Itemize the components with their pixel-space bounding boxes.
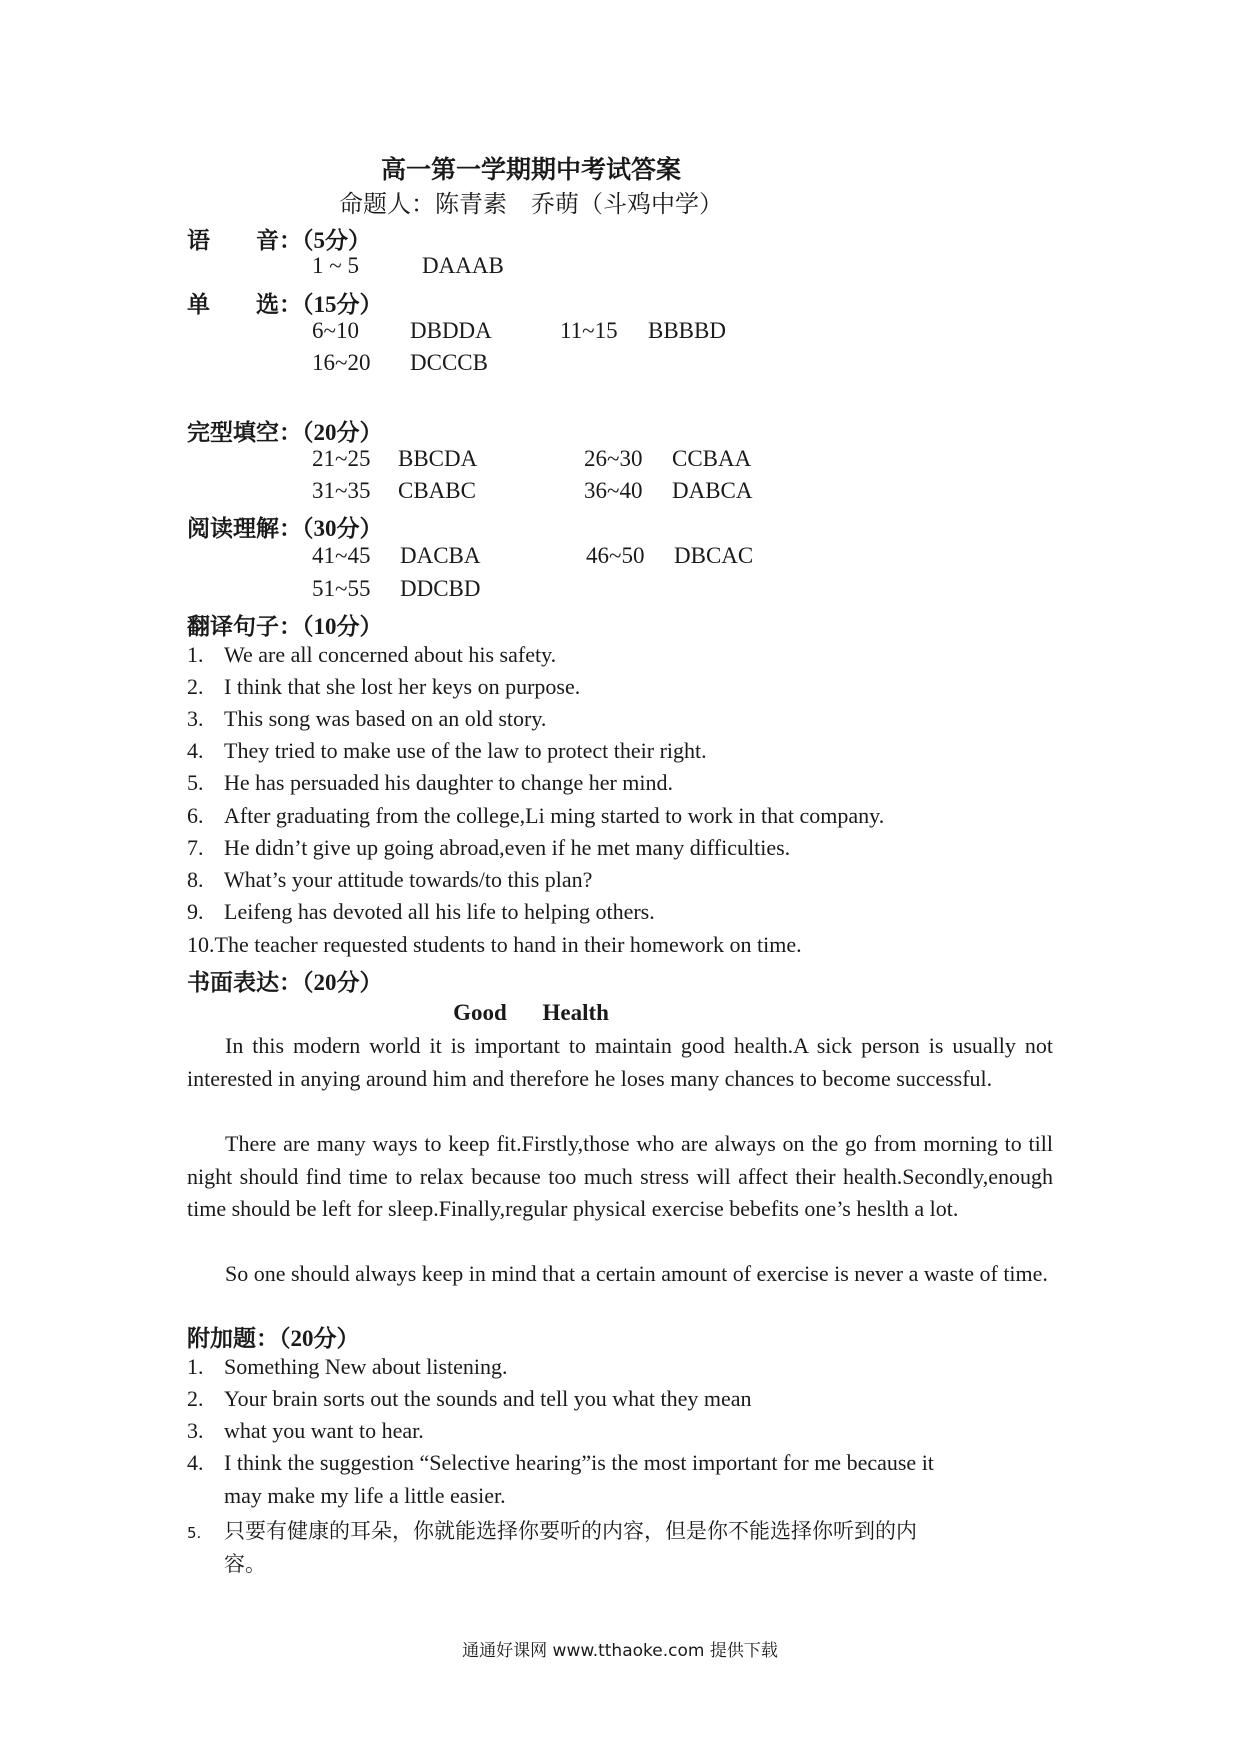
- item-text: Your brain sorts out the sounds and tell you what they mean: [224, 1386, 752, 1411]
- footer-source: 通通好课网 www.tthaoke.com 提供下载: [462, 1641, 778, 1661]
- answer-key: BBCDA: [398, 446, 478, 471]
- section-label: 阅读理解：: [187, 516, 302, 541]
- section-points: （5分）: [302, 228, 371, 253]
- item-text: Something New about listening.: [224, 1354, 508, 1379]
- answer-range: 11~15: [560, 318, 618, 343]
- answer-key: DABCA: [672, 478, 753, 503]
- essay-paragraph: So one should always keep in mind that a certain amount of exercise is never a waste of time.: [225, 1261, 1048, 1286]
- section-points: （30分）: [302, 516, 383, 541]
- answer-range: 6~10: [312, 318, 359, 343]
- section-reading-label: [187, 510, 383, 543]
- section-bonus-label: 附加题：（20分）: [187, 1326, 360, 1351]
- item-text: I think that she lost her keys on purpose.: [224, 674, 581, 699]
- item-number: 7.: [187, 835, 204, 860]
- item-text: 只要有健康的耳朵，你就能选择你要听的内容，但是你不能选择你听到的内: [224, 1519, 917, 1543]
- answer-key: DBCAC: [674, 543, 754, 568]
- list-item: [187, 1450, 934, 1476]
- item-number: 6.: [187, 803, 204, 828]
- item-text: He has persuaded his daughter to change her mind.: [224, 770, 674, 795]
- item-number: 3.: [187, 1418, 204, 1443]
- section-cloze-label: [187, 414, 383, 447]
- answer-range: 16~20: [312, 350, 371, 375]
- item-number: 9.: [187, 899, 204, 924]
- item-text: Leifeng has devoted all his life to helping others.: [224, 899, 655, 924]
- list-item: [187, 674, 580, 700]
- section-writing-label: 书面表达：（20分）: [187, 970, 383, 995]
- section-translation-label: 翻译句子：（10分）: [187, 614, 383, 639]
- answer-range: 41~45: [312, 543, 371, 568]
- authors-line: 命题人：陈青素 乔萌（斗鸡中学）: [339, 192, 723, 218]
- answer-key: BBBBD: [648, 318, 726, 343]
- item-number: 10.: [187, 932, 215, 957]
- list-item: [187, 738, 707, 764]
- item-number: 4.: [187, 1450, 204, 1475]
- list-item: [187, 1418, 424, 1444]
- item-number: 8.: [187, 867, 204, 892]
- item-number: 2.: [187, 674, 204, 699]
- item-number: 2.: [187, 1386, 204, 1411]
- answer-range: 26~30: [584, 446, 643, 471]
- list-item: [187, 1386, 752, 1412]
- item-text: He didn’t give up going abroad,even if he met many difficulties.: [224, 835, 791, 860]
- answer-range: 31~35: [312, 478, 371, 503]
- section-points: （20分）: [302, 420, 383, 445]
- list-item: [187, 803, 884, 829]
- answer-range: 21~25: [312, 446, 371, 471]
- item-number: 1.: [187, 642, 204, 667]
- answer-range: 1 ~ 5: [312, 253, 359, 278]
- section-phonetics-label: [187, 222, 371, 255]
- section-points: （15分）: [302, 292, 383, 317]
- list-item: [187, 867, 592, 893]
- answer-range: 46~50: [586, 543, 645, 568]
- essay-paragraph: There are many ways to keep fit.Firstly,those who are always on the go from morning to till night should find time to relax because too much stress will affect their health.Secondly,enough time should be left for sleep.Finally,regular physical exercise bebefits one’s heslth a lot.: [187, 1131, 1053, 1221]
- item-text: I think the suggestion “Selective hearing”is the most important for me because it: [224, 1450, 934, 1475]
- answer-key: DDCBD: [400, 576, 481, 601]
- item-number: 3.: [187, 706, 204, 731]
- list-item: [187, 770, 673, 796]
- page-title: 高一第一学期期中考试答案: [380, 157, 681, 184]
- section-label: 语 音：: [187, 228, 302, 253]
- list-item: [187, 932, 802, 958]
- answer-key: DBDDA: [410, 318, 492, 343]
- answer-range: 36~40: [584, 478, 643, 503]
- answer-key: DCCCB: [410, 350, 488, 375]
- section-label: 完型填空：: [187, 420, 302, 445]
- section-single-choice-label: [187, 286, 383, 319]
- item-text: What’s your attitude towards/to this plan?: [224, 867, 593, 892]
- section-label: 单 选：: [187, 292, 302, 317]
- essay-paragraph: In this modern world it is important to maintain good health.A sick person is usually not interested in anying around him and therefore he loses many chances to become successful.: [187, 1033, 1053, 1091]
- list-item: [187, 835, 790, 861]
- item-continuation: 容。: [224, 1552, 266, 1576]
- item-number: 5.: [187, 770, 204, 795]
- answer-key: CBABC: [398, 478, 476, 503]
- answer-key: DAAAB: [422, 253, 504, 278]
- item-text: This song was based on an old story.: [224, 706, 547, 731]
- list-item: [187, 1354, 508, 1380]
- item-text: After graduating from the college,Li ming started to work in that company.: [224, 803, 885, 828]
- essay-title: Good Health: [453, 1000, 609, 1025]
- item-number: 1.: [187, 1354, 204, 1379]
- list-item: [187, 706, 546, 732]
- item-text: We are all concerned about his safety.: [224, 642, 557, 667]
- list-item: [187, 1515, 917, 1545]
- item-text: what you want to hear.: [224, 1418, 424, 1443]
- item-text: They tried to make use of the law to protect their right.: [224, 738, 707, 763]
- list-item: [187, 899, 655, 925]
- item-number: 5.: [187, 1524, 202, 1542]
- item-number: 4.: [187, 738, 204, 763]
- answer-key: CCBAA: [672, 446, 752, 471]
- answer-range: 51~55: [312, 576, 371, 601]
- answer-key: DACBA: [400, 543, 481, 568]
- list-item: [187, 642, 556, 668]
- item-text: The teacher requested students to hand in their homework on time.: [214, 932, 802, 957]
- item-continuation: may make my life a little easier.: [224, 1483, 506, 1508]
